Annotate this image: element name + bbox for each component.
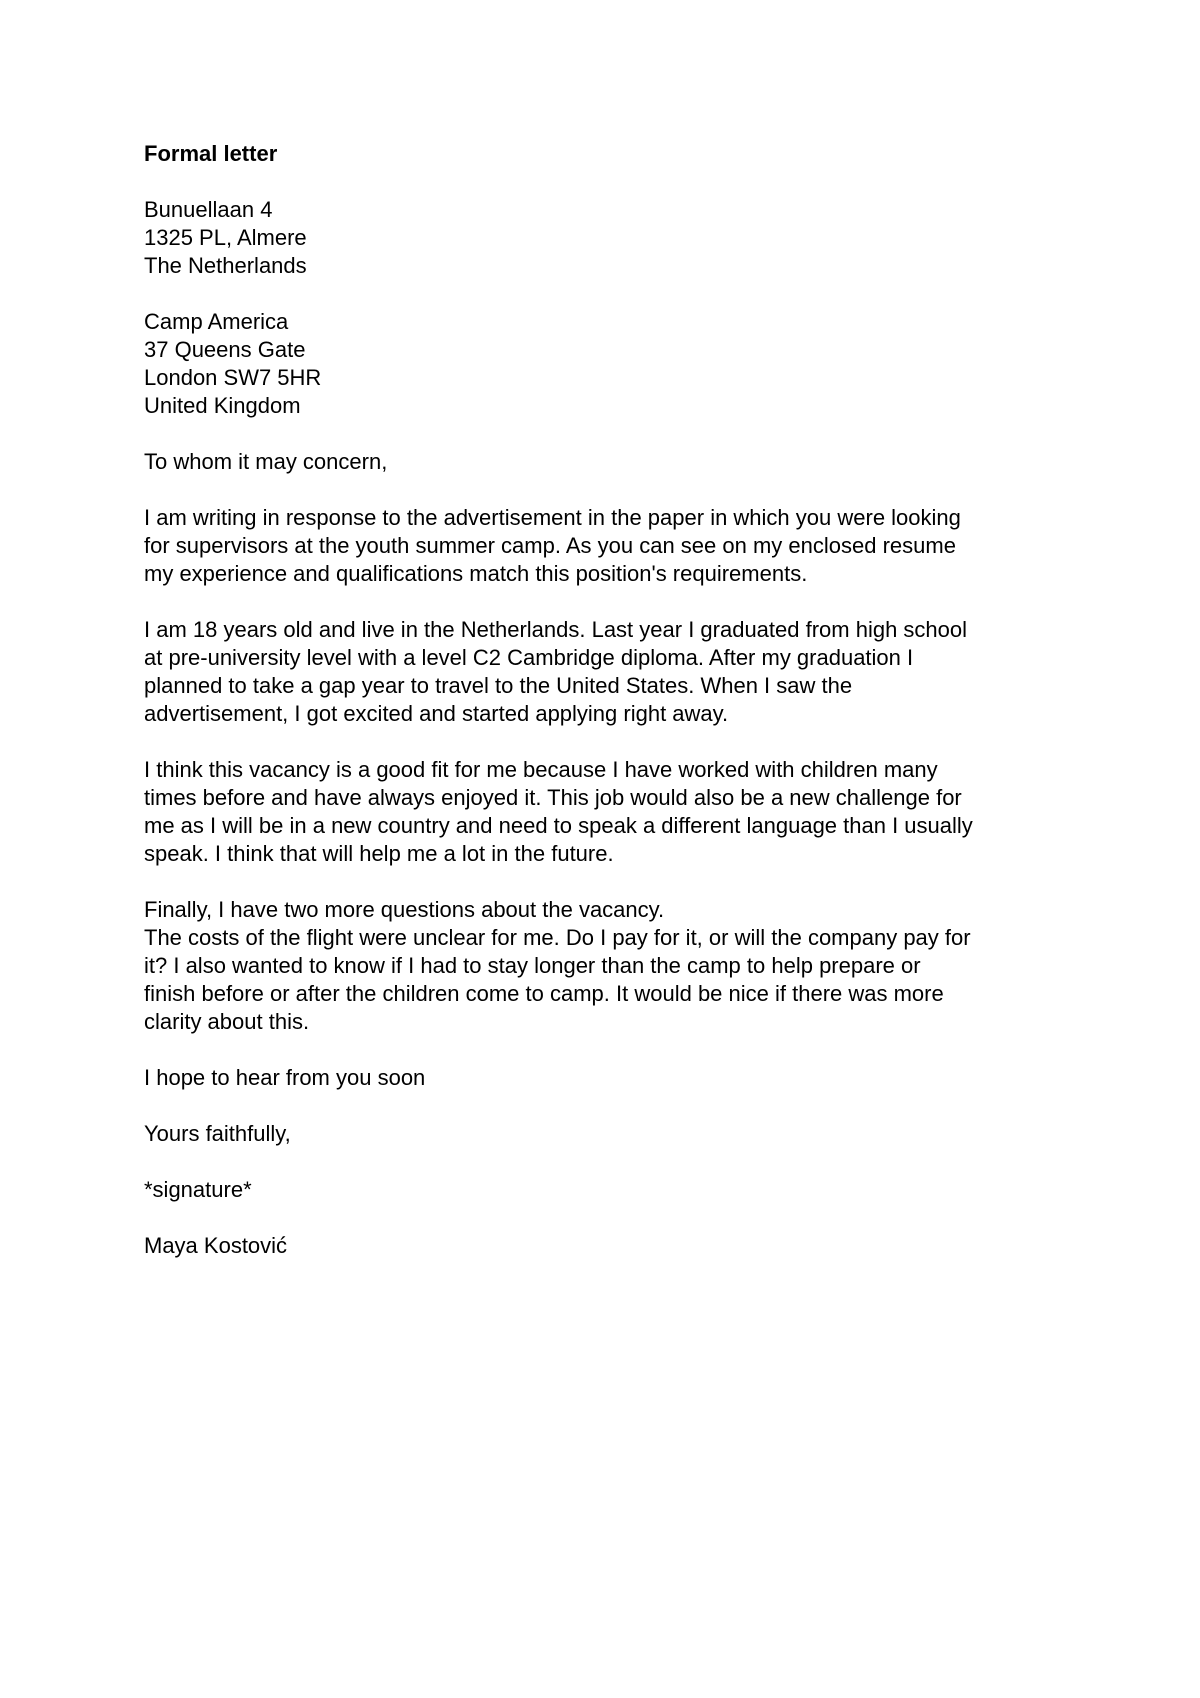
body-paragraph-questions xyxy=(144,896,1074,1036)
sender-address xyxy=(144,196,1074,280)
paragraph-line: The costs of the flight were unclear for me. Do I pay for it, or will the company pay for xyxy=(144,925,971,950)
paragraph-line: finish before or after the children come to camp. It would be nice if there was more xyxy=(144,981,944,1006)
salutation-text: To whom it may concern, xyxy=(144,449,388,474)
sign-off xyxy=(144,1120,1074,1148)
body-paragraph-background xyxy=(144,616,1074,728)
closing-line-text: I hope to hear from you soon xyxy=(144,1065,426,1090)
recipient-address-line: Camp America xyxy=(144,309,289,334)
paragraph-line: I am writing in response to the advertisement in the paper in which you were looking xyxy=(144,505,961,530)
body-paragraph-intro xyxy=(144,504,1074,588)
paragraph-line: at pre-university level with a level C2 Cambridge diploma. After my graduation I xyxy=(144,645,914,670)
sender-name-text: Maya Kostović xyxy=(144,1233,288,1258)
paragraph-line: me as I will be in a new country and need to speak a different language than I usually xyxy=(144,813,973,838)
sender-address-line: The Netherlands xyxy=(144,253,307,278)
paragraph-line: I think this vacancy is a good fit for me because I have worked with children many xyxy=(144,757,938,782)
signature-placeholder-text: *signature* xyxy=(144,1177,252,1202)
body-paragraph-motivation xyxy=(144,756,1074,868)
sign-off-text: Yours faithfully, xyxy=(144,1121,291,1146)
letter-title: Formal letter xyxy=(144,141,278,166)
paragraph-line: clarity about this. xyxy=(144,1009,310,1034)
paragraph-line: advertisement, I got excited and started applying right away. xyxy=(144,701,729,726)
paragraph-line: planned to take a gap year to travel to the United States. When I saw the xyxy=(144,673,853,698)
signature-placeholder xyxy=(144,1176,1074,1204)
paragraph-line: my experience and qualifications match this position's requirements. xyxy=(144,561,808,586)
recipient-address xyxy=(144,308,1074,420)
salutation xyxy=(144,448,1074,476)
sender-name xyxy=(144,1232,1074,1260)
recipient-address-line: 37 Queens Gate xyxy=(144,337,306,362)
closing-line xyxy=(144,1064,1074,1092)
sender-address-line: 1325 PL, Almere xyxy=(144,225,307,250)
letter-page xyxy=(144,140,1074,1288)
paragraph-line: for supervisors at the youth summer camp. As you can see on my enclosed resume xyxy=(144,533,956,558)
recipient-address-line: London SW7 5HR xyxy=(144,365,322,390)
paragraph-line: speak. I think that will help me a lot in the future. xyxy=(144,841,614,866)
questions-intro: Finally, I have two more questions about the vacancy. xyxy=(144,897,665,922)
sender-address-line: Bunuellaan 4 xyxy=(144,197,273,222)
recipient-address-line: United Kingdom xyxy=(144,393,301,418)
paragraph-line: I am 18 years old and live in the Netherlands. Last year I graduated from high school xyxy=(144,617,968,642)
paragraph-line: it? I also wanted to know if I had to stay longer than the camp to help prepare or xyxy=(144,953,921,978)
paragraph-line: times before and have always enjoyed it. This job would also be a new challenge for xyxy=(144,785,962,810)
